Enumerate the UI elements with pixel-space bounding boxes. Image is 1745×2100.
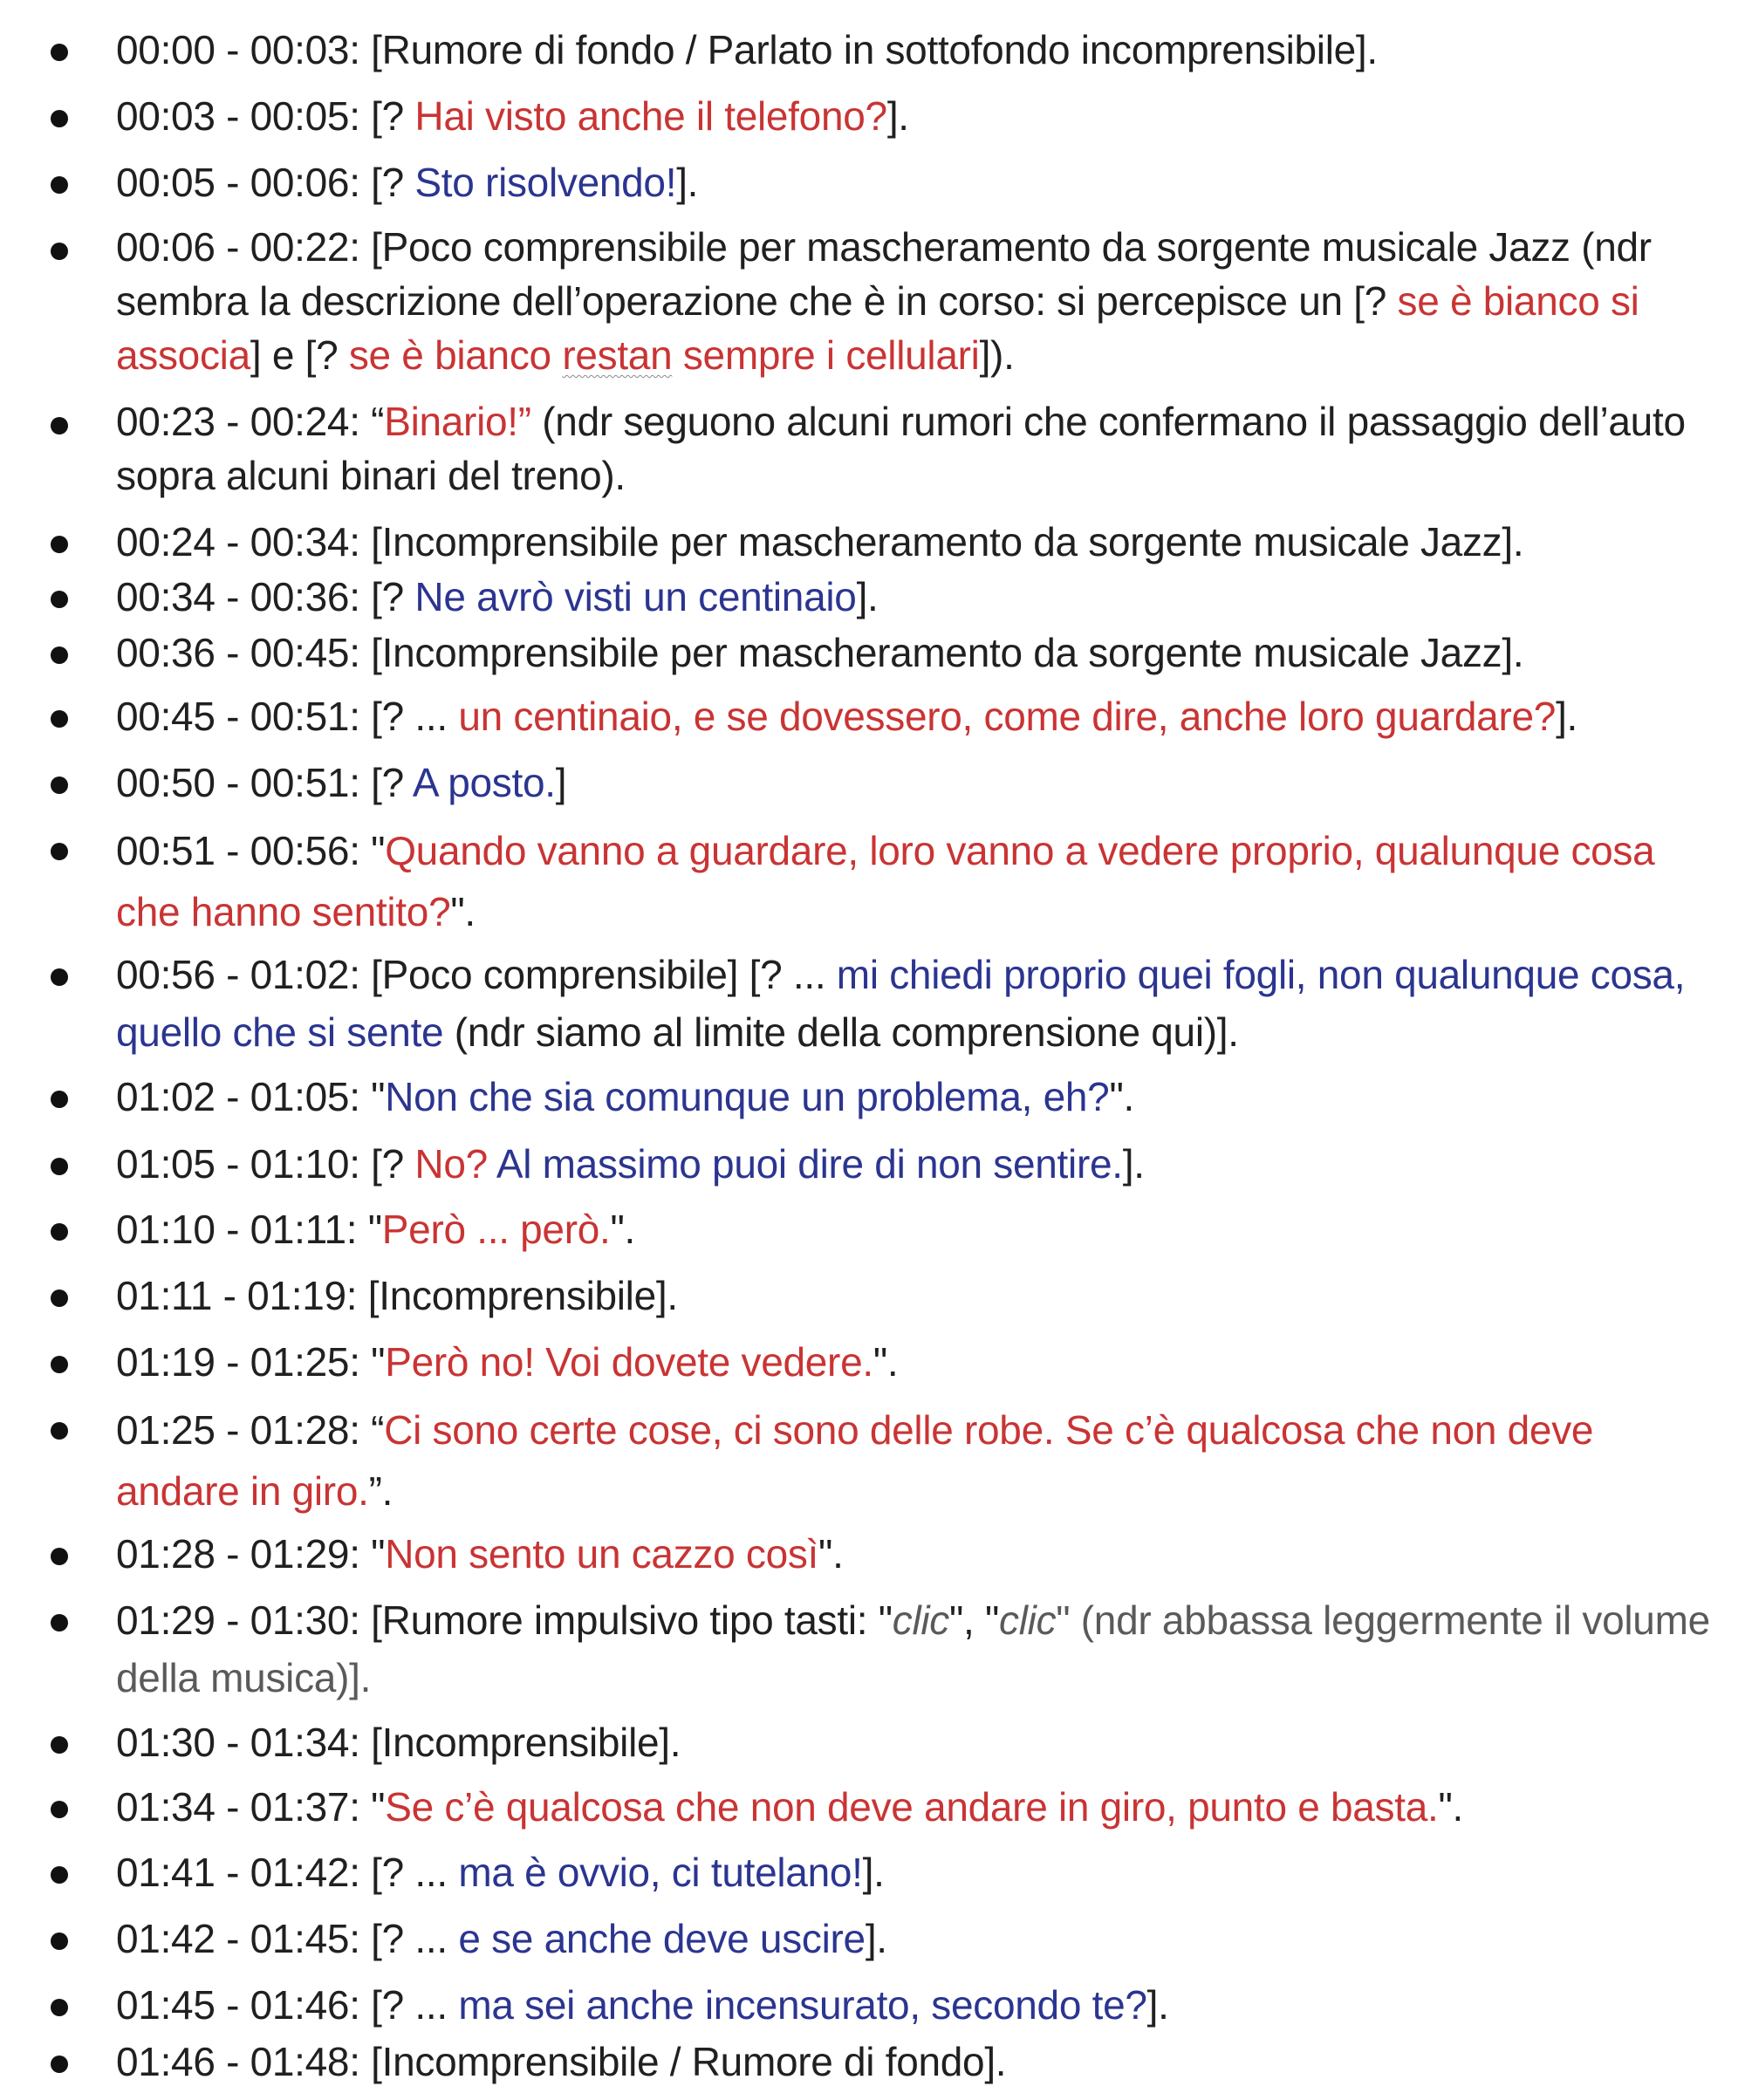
transcript-segment: Ne avrò visti un centinaio [414, 574, 857, 619]
transcript-segment: 01:11 - 01:19: [Incomprensibile]. [116, 1273, 678, 1318]
bullet-icon [51, 776, 68, 794]
transcript-segment: Sto risolvendo! [414, 160, 677, 205]
transcript-item [116, 87, 1726, 145]
transcript-segment: ]. [1122, 1141, 1145, 1187]
bullet-icon [51, 1932, 68, 1950]
bullet-icon [51, 1801, 68, 1818]
transcript-segment: 00:56 - 01:02: [Poco comprensibile] [? ... [116, 952, 837, 997]
transcript-segment: 01:46 - 01:48: [Incomprensibile / Rumore di fondo]. [116, 2039, 1007, 2084]
transcript-segment: ". [450, 889, 476, 934]
transcript-segment: ”. [368, 1468, 393, 1514]
transcript-item [116, 1135, 1726, 1193]
bullet-icon [51, 243, 68, 260]
transcript-item [116, 754, 1726, 811]
bullet-icon [51, 1158, 68, 1175]
transcript-item [116, 21, 1726, 79]
transcript-item [116, 1200, 1726, 1258]
transcript-segment: clic [999, 1597, 1057, 1643]
transcript-segment: ] [555, 760, 567, 805]
bullet-icon [51, 536, 68, 553]
transcript-segment: Al massimo puoi dire di non sentire. [487, 1141, 1123, 1187]
bullet-icon [51, 417, 68, 434]
transcript-segment: ]. [865, 1916, 887, 1961]
bullet-icon [51, 1289, 68, 1307]
transcript-segment: 01:02 - 01:05: " [116, 1074, 386, 1119]
transcript-item [116, 1910, 1726, 1967]
transcript-item [116, 1333, 1726, 1391]
bullet-icon [51, 1548, 68, 1565]
transcript-segment: Non sento un cazzo così [385, 1531, 819, 1577]
transcript-segment: ma è ovvio, ci tutelano! [458, 1850, 863, 1895]
transcript-segment: 00:36 - 00:45: [Incomprensibile per mascheramento da sorgente musicale Jazz]. [116, 630, 1524, 675]
bullet-icon [51, 176, 68, 194]
transcript-segment: ]. [862, 1850, 885, 1895]
transcript-segment: ]. [1556, 694, 1578, 739]
bullet-icon [51, 646, 68, 664]
transcript-segment: Però ... però. [381, 1207, 611, 1252]
bullet-icon [51, 1866, 68, 1884]
transcript-segment: 00:34 - 00:36: [? [116, 574, 415, 619]
transcript-segment: ] e [? [250, 332, 349, 378]
bullet-icon [51, 968, 68, 986]
transcript-segment: ]. [676, 160, 699, 205]
transcript-segment: Se c’è qualcosa che non deve andare in giro, punto e basta. [385, 1784, 1439, 1830]
transcript-segment: ". [818, 1531, 844, 1577]
transcript-segment: (ndr seguono alcuni rumori che confermano il passaggio dell’auto sopra alcuni binari del treno). [116, 399, 1686, 498]
bullet-icon [51, 1999, 68, 2016]
transcript-segment: 01:28 - 01:29: " [116, 1531, 386, 1577]
transcript-segment: " (ndr abbassa leggermente il volume della musica)]. [116, 1597, 1710, 1700]
transcript-item [116, 946, 1726, 1061]
transcript-segment: Però no! Voi dovete vedere. [385, 1339, 873, 1385]
transcript-segment: 00:00 - 00:03: [Rumore di fondo / Parlato in sottofondo incomprensibile]. [116, 27, 1378, 72]
transcript-item [116, 1399, 1726, 1522]
transcript-segment: ". [872, 1339, 899, 1385]
transcript-segment: ". [1109, 1074, 1134, 1119]
transcript-item [116, 687, 1726, 745]
bullet-icon [51, 44, 68, 61]
transcript-segment: No? [414, 1141, 488, 1187]
transcript-item [116, 1591, 1726, 1707]
transcript-segment: mi chiedi proprio quei fogli, non qualunque cosa, quello che si sente [116, 952, 1686, 1055]
transcript-item [116, 1525, 1726, 1583]
transcript-item [116, 1068, 1726, 1125]
transcript-item [116, 1778, 1726, 1836]
transcript-segment: se è bianco si associa [116, 278, 1639, 378]
transcript-segment: 00:23 - 00:24: “ [116, 399, 385, 444]
transcript-segment: 01:25 - 01:28: “ [116, 1407, 385, 1453]
bullet-icon [51, 1614, 68, 1631]
transcript-item [116, 1714, 1726, 1771]
transcript-item [116, 513, 1726, 571]
transcript-item [116, 820, 1726, 942]
transcript-segment: A posto. [412, 760, 556, 805]
transcript-segment: clic [892, 1597, 949, 1643]
transcript-segment: 01:19 - 01:25: " [116, 1339, 386, 1385]
bullet-icon [51, 1356, 68, 1373]
transcript-segment: 01:10 - 01:11: " [116, 1207, 382, 1252]
bullet-icon [51, 710, 68, 728]
transcript-segment: 00:03 - 00:05: [? [116, 93, 415, 139]
transcript-segment: 01:45 - 01:46: [? ... [116, 1982, 459, 2028]
transcript-item [116, 624, 1726, 681]
transcript-segment: Non che sia comunque un problema, eh? [385, 1074, 1110, 1119]
transcript-segment: 01:05 - 01:10: [? [116, 1141, 415, 1187]
bullet-icon [51, 2056, 68, 2073]
transcript-item [116, 1843, 1726, 1901]
transcript-segment: 00:06 - 00:22: [Poco comprensibile per mascheramento da sorgente musicale Jazz (ndr sembra la descrizione dell’operazione che è in corso: si percepisce un [? [116, 224, 1652, 324]
transcript-segment: ]. [1146, 1982, 1169, 2028]
transcript-item [116, 154, 1726, 211]
transcript-item [116, 1267, 1726, 1324]
transcript-segment: 00:50 - 00:51: [? [116, 760, 413, 805]
transcript-segment: Ci sono certe cose, ci sono delle robe. Se c’è qualcosa che non deve andare in giro. [116, 1407, 1594, 1514]
transcript-item [116, 220, 1726, 382]
transcript-segment: 00:24 - 00:34: [Incomprensibile per mascheramento da sorgente musicale Jazz]. [116, 519, 1524, 564]
transcript-segment: (ndr siamo al limite della comprensione qui)]. [443, 1009, 1239, 1055]
transcript-segment: Hai visto anche il telefono? [414, 93, 887, 139]
transcript-segment: e se anche deve uscire [458, 1916, 866, 1961]
bullet-icon [51, 843, 68, 860]
transcript-segment: 01:30 - 01:34: [Incomprensibile]. [116, 1720, 681, 1765]
bullet-icon [51, 110, 68, 127]
transcript-segment: Binario!” [384, 399, 531, 444]
transcript-segment: ". [1438, 1784, 1463, 1830]
transcript-segment: 00:51 - 00:56: " [116, 828, 386, 873]
bullet-icon [51, 1223, 68, 1241]
transcript-segment: ". [610, 1207, 636, 1252]
bullet-icon [51, 1422, 68, 1440]
bullet-icon [51, 591, 68, 608]
transcript-segment: ", " [949, 1597, 1000, 1643]
transcript-segment: 01:29 - 01:30: [Rumore impulsivo tipo tasti: " [116, 1597, 893, 1643]
transcript-item [116, 568, 1726, 626]
transcript-segment: ]. [856, 574, 879, 619]
transcript-segment: un centinaio, e se dovessero, come dire, anche loro guardare? [458, 694, 1557, 739]
bullet-icon [51, 1736, 68, 1754]
transcript-segment: se è bianco [348, 332, 563, 378]
bullet-icon [51, 1091, 68, 1108]
transcript-item [116, 2033, 1726, 2090]
transcript-segment: ]). [979, 332, 1015, 378]
transcript-item [116, 1976, 1726, 2034]
transcript-segment: ma sei anche incensurato, secondo te? [458, 1982, 1147, 2028]
transcript-segment: 01:34 - 01:37: " [116, 1784, 386, 1830]
transcript-segment: 01:41 - 01:42: [? ... [116, 1850, 459, 1895]
transcript-segment: sempre i cellulari [672, 332, 980, 378]
transcript-segment: 01:42 - 01:45: [? ... [116, 1916, 459, 1961]
transcript-segment: 00:45 - 00:51: [? ... [116, 694, 459, 739]
transcript-segment: restan [562, 332, 673, 378]
transcript-segment: ]. [886, 93, 909, 139]
transcript-item [116, 394, 1726, 503]
transcript-segment: Quando vanno a guardare, loro vanno a vedere proprio, qualunque cosa che hanno sentito? [116, 828, 1655, 934]
transcript-segment: 00:05 - 00:06: [? [116, 160, 415, 205]
